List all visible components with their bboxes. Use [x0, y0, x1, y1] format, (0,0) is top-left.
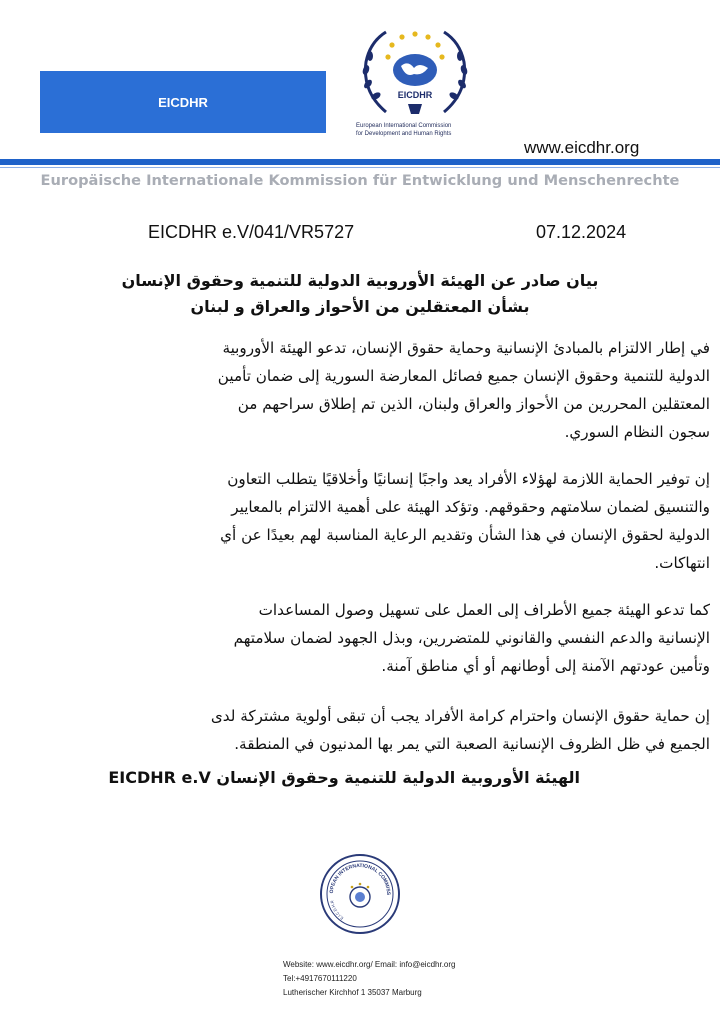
- paragraph-line: وتأمين عودتهم الآمنة إلى أوطانهم أو أي مناطق آمنة.: [381, 657, 710, 675]
- paragraph-1: [20, 334, 710, 446]
- paragraph-line: سجون النظام السوري.: [564, 423, 710, 441]
- paragraph-line: إن توفير الحماية اللازمة لهؤلاء الأفراد يعد واجبًا إنسانيًا وأخلاقيًا يتطلب التعاون: [227, 470, 710, 488]
- document-reference: EICDHR e.V/041/VR5727: [148, 222, 355, 242]
- footer-contact: [283, 958, 456, 1000]
- organization-signature: الهيئة الأوروبية الدولية للتنمية وحقوق الإنسان EICDHR e.V: [108, 768, 580, 787]
- paragraph-line: إن حماية حقوق الإنسان واحترام كرامة الأفراد يجب أن تبقى أولوية مشتركة لدى: [210, 707, 710, 725]
- paragraph-line: الجميع في ظل الظروف الإنسانية الصعبة التي يمر بها المدنيون في المنطقة.: [234, 735, 710, 753]
- website-link[interactable]: www.eicdhr.org: [524, 138, 640, 157]
- logo-caption-line: for Development and Human Rights: [356, 131, 452, 137]
- paragraph-line: المعتقلين المحررين من الأحواز والعراق ولبنان، الذين تم إطلاق سراحهم من: [237, 395, 710, 413]
- paragraph-line: الدولية للتنمية وحقوق الإنسان جميع فصائل المعارضة السورية إلى ضمان تأمين: [217, 367, 710, 385]
- footer-phone: Tel:+4917670111220: [283, 974, 357, 983]
- paragraph-4: [20, 702, 710, 758]
- footer-website-email[interactable]: Website: www.eicdhr.org/ Email: info@eicdhr.org: [283, 960, 456, 969]
- header-divider: [0, 159, 720, 165]
- header-divider-thin: [0, 167, 720, 168]
- paragraph-line: في إطار الالتزام بالمبادئ الإنسانية وحماية حقوق الإنسان، تدعو الهيئة الأوروبية: [222, 339, 710, 357]
- paragraph-line: انتهاكات.: [654, 554, 710, 572]
- logo-caption: [356, 122, 516, 138]
- paragraph-line: كما تدعو الهيئة جميع الأطراف إلى العمل على تسهيل وصول المساعدات: [258, 601, 710, 619]
- paragraph-line: الإنسانية والدعم النفسي والقانوني للمتضررين، وبذل الجهود لضمان سلامتهم: [233, 629, 710, 647]
- paragraph-3: [20, 596, 710, 680]
- organization-subtitle: Europäische Internationale Kommission für Entwicklung und Menschenrechte: [40, 172, 680, 189]
- logo-wordmark: EICDHR: [397, 90, 433, 100]
- seal-emblem: [350, 883, 370, 907]
- organization-banner: [40, 71, 326, 133]
- seal-side-text: E.I.C.D.H.R: [329, 899, 345, 921]
- heading-line: بيان صادر عن الهيئة الأوروبية الدولية للتنمية وحقوق الإنسان: [121, 271, 599, 290]
- organization-seal: [319, 853, 401, 935]
- seal-top-text: OPEAN INTERNATIONAL COMMISS: [328, 862, 392, 896]
- document-heading: [60, 268, 660, 320]
- eicdhr-logo: [356, 22, 474, 122]
- paragraph-line: والتنسيق لضمان سلامتهم وحقوقهم. وتؤكد الهيئة على أهمية الالتزام بالمعايير: [231, 498, 710, 516]
- heading-line: بشأن المعتقلين من الأحواز والعراق و لبنان: [190, 297, 530, 316]
- banner-label: EICDHR: [158, 94, 208, 110]
- logo-caption-line: European International Commission: [356, 123, 452, 129]
- svg-text:EUROPEAN INTERNATIONAL COMMISS: [319, 853, 391, 896]
- footer-address: Lutherischer Kirchhof 1 35037 Marburg: [283, 988, 422, 997]
- paragraph-2: [20, 465, 710, 577]
- paragraph-line: الدولية لحقوق الإنسان في هذا الشأن وتقديم الرعاية المناسبة لهم بعيدًا عن أي: [220, 526, 710, 544]
- document-date: 07.12.2024: [536, 222, 627, 242]
